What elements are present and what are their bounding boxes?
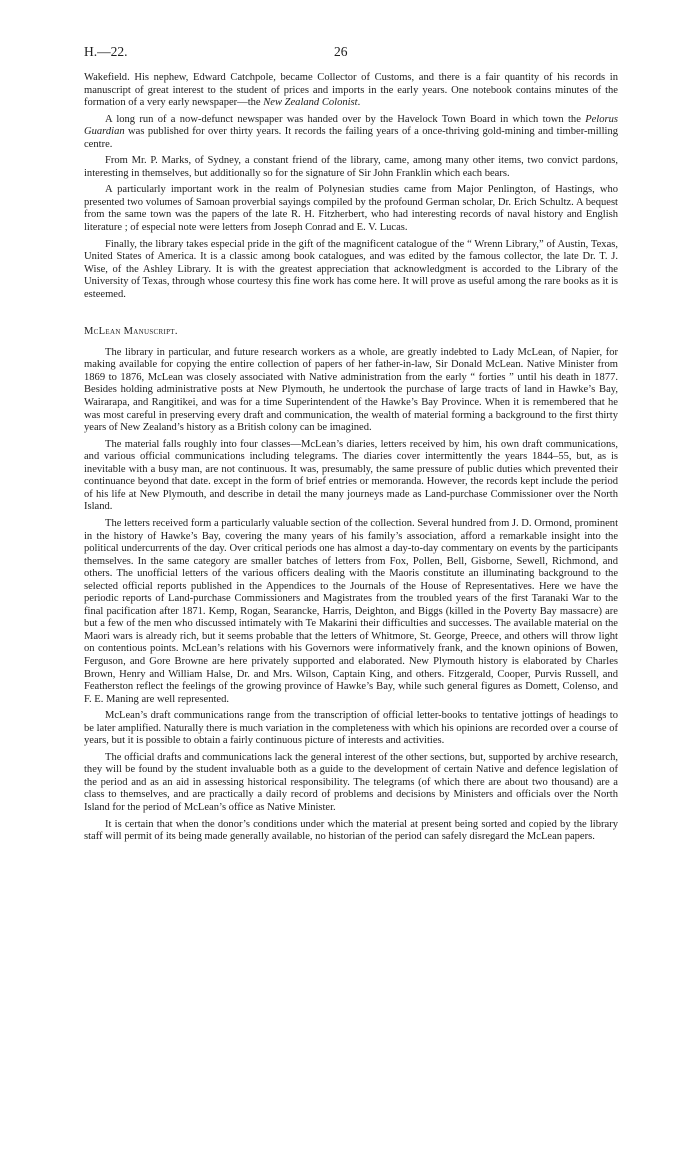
- paragraph: The material falls roughly into four classes—McLean’s diaries, letters received by him, his own draft communications, and various official communications including telegrams. The diaries cover intermittently the years 1844–55, but, as is inevitable with a busy man, are not continuous. It was, presumably, the same pressure of public duties which prevented their continuance beyond that date. except in the form of brief entries or memoranda. However, the records kept include the period of his life at New Plymouth, and describe in detail the many journeys made as Land-purchase Commissioner over the North Island.: [84, 438, 618, 513]
- intro-section: [84, 72, 618, 301]
- paragraph: A particularly important work in the realm of Polynesian studies came from Major Penlington, of Hastings, who presented two volumes of Samoan proverbial sayings compiled by the profound German scholar, Dr. Erich Schultz. A bequest from the same town was the papers of the late R. H. Fitzherbert, who had interesting records of naval history and English literature ; of especial note were letters from Joseph Conrad and E. V. Lucas.: [84, 184, 618, 234]
- paragraph: The letters received form a particularly valuable section of the collection. Several hundred from J. D. Ormond, prominent in the history of Hawke’s Bay, covering the many years of his family’s association, afford a remarkable insight into the political undercurrents of the day. Over critical periods one has almost a day-to-day commentary on events by the participants themselves. In the same category are smaller batches of letters from Fox, Pollen, Bell, Gisborne, Sewell, Richmond, and others. The unofficial letters of the various officers dealing with the Maoris constitute an illuminating background to the selected official reports published in the Appendices to the Journals of the House of Representatives. Here we have the periodic reports of Land-purchase Commissioners and Magistrates from the troubled years of the first Taranaki War to the final pacification after 1871. Kemp, Rogan, Searancke, Harris, Deighton, and Biggs (killed in the Poverty Bay massacre) are but a few of the men who discussed intimately with Te Makarini their difficulties and successes. The available material on the Maori wars is already rich, but it seems probable that the letters of Whitmore, St. George, Preece, and others will throw light on contentious points. McLean’s relations with his Governors were informatively frank, and the known opinions of Bowen, Ferguson, and Gore Browne are here privately supported and elaborated. New Plymouth history is elaborated by Charles Brown, Henry and William Halse, Dr. and Mrs. Wilson, Captain King, and others. Fitzgerald, Cooper, Purvis Russell, and Featherston reflect the feelings of the growing province of Hawke’s Bay, while such general figures as Domett, Colenso, and F. E. Maning are well represented.: [84, 517, 618, 705]
- paragraph: A long run of a now-defunct newspaper was handed over by the Havelock Town Board in which town the Pelorus Guardian was published for over thirty years. It records the failing years of a once-thriving gold-mining and timber-milling centre.: [84, 113, 618, 150]
- page-number: 26: [334, 44, 348, 59]
- newspaper-title: New Zealand Colonist: [263, 97, 358, 109]
- paragraph: The official drafts and communications lack the general interest of the other sections, but, supported by archive research, they will be found by the student invaluable both as a guide to the development of certain Native and defence legislation of the period and as an aid in assessing historical responsibility. The telegrams (of which there are about two thousand) are a class to themselves, and are practically a daily record of problems and decisions by Ministers and officials over the North Island for the period of McLean’s office as Native Minister.: [84, 751, 618, 813]
- page-header: [84, 44, 618, 72]
- section-heading: McLean Manuscript.: [84, 326, 178, 338]
- paragraph: It is certain that when the donor’s conditions under which the material at present being sorted and copied by the library staff will permit of its being made generally available, no historian of the period can safely disregard the McLean papers.: [84, 818, 618, 843]
- mclean-section: [84, 347, 618, 844]
- paragraph: McLean’s draft communications range from the transcription of official letter-books to tentative jottings of headings to be later amplified. Naturally there is much variation in the completeness with which his opinions are recorded over a course of years, but it is possible to obtain a fairly continuous picture of interests and activities.: [84, 710, 618, 747]
- newspaper-title: Pelorus Guardian: [84, 113, 618, 138]
- paragraph: From Mr. P. Marks, of Sydney, a constant friend of the library, came, among many other items, two convict pardons, interesting in themselves, but additionally so for the signature of Sir John Franklin which each bears.: [84, 155, 618, 179]
- paragraph: The library in particular, and future research workers as a whole, are greatly indebted to Lady McLean, of Napier, for making available for copying the entire collection of papers of her father-in-law, Sir Donald McLean. Native Minister from 1869 to 1876, McLean was closely associated with Native administration from the early “ forties ” until his death in 1877. Besides holding administrative posts at New Plymouth, he undertook the purchase of large tracts of land in Hawke’s Bay, Wairarapa, and Rangitikei, and was for a time Superintendent of the Hawke’s Bay Province. When it is remembered that he was most careful in preserving every draft and communication, the wealth of material forming a background to the first thirty years of New Zealand’s history as a British colony can be imagined.: [84, 346, 618, 434]
- document-page: [84, 44, 618, 848]
- paragraph: Wakefield. His nephew, Edward Catchpole, became Collector of Customs, and there is a fair quantity of his records in manuscript of great interest to the student of prices and imports in the early years. One notebook contains minutes of the formation of a very early newspaper—the New Zealand Colonist.: [84, 72, 618, 109]
- document-reference: H.—22.: [84, 44, 128, 59]
- paragraph: Finally, the library takes especial pride in the gift of the magnificent catalogue of the “ Wrenn Library,” of Austin, Texas, United States of America. It is a classic among book catalogues, and was edited by the famous collector, the late Dr. T. J. Wise, of the Ashley Library. It is with the greatest appreciation that acknowledgment is accorded to the Library of the University of Texas, through whose courtesy this fine work has come here. It will prove as useful among the rare books as it is esteemed.: [84, 238, 618, 300]
